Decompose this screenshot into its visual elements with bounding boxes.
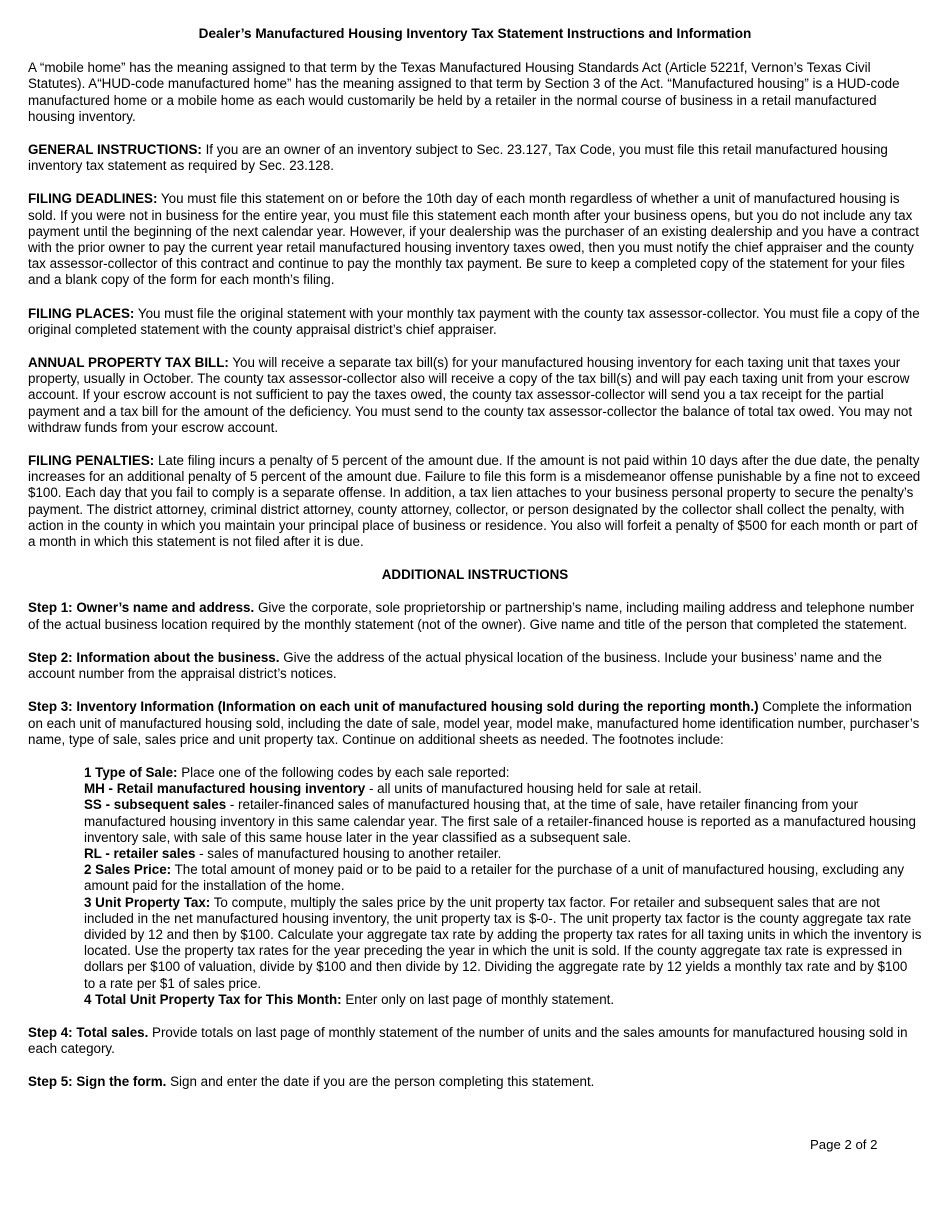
footnote-text: - all units of manufactured housing held for sale at retail. bbox=[365, 781, 702, 797]
step-heading: Step 5: Sign the form. bbox=[28, 1074, 167, 1090]
step-5 bbox=[28, 1074, 922, 1090]
section-text: You will receive a separate tax bill(s) for your manufactured housing inventory for each taxing unit that taxes your property, usually in October. The county tax assessor-collector also will receive a copy of the tax bill(s) and will pay each taxing unit from your escrow account. If your escrow account is not sufficient to pay the taxes owed, the county tax assessor-collector will send you a tax receipt for the partial payment and a tax bill for the amount of the deficiency. You must send to the county tax assessor-collector the balance of total tax owed. You may not withdraw funds from your escrow account. bbox=[28, 355, 913, 435]
footnote-ss bbox=[84, 797, 922, 846]
section-heading: GENERAL INSTRUCTIONS: bbox=[28, 142, 202, 158]
footnotes-block bbox=[28, 765, 922, 1008]
footnote-heading: SS - subsequent sales bbox=[84, 797, 227, 813]
section-heading: FILING DEADLINES: bbox=[28, 191, 158, 207]
footnote-sales-price bbox=[84, 862, 922, 894]
footnote-heading: MH - Retail manufactured housing inventory bbox=[84, 781, 366, 797]
step-text: Provide totals on last page of monthly statement of the number of units and the sales amounts for manufactured housing sold in each category. bbox=[28, 1024, 908, 1057]
step-2 bbox=[28, 650, 922, 682]
step-heading: Step 4: Total sales. bbox=[28, 1024, 149, 1040]
step-text: Give the address of the actual physical location of the business. Include your business’ name and the account number from the appraisal district’s notices. bbox=[28, 649, 882, 682]
footnote-text: Enter only on last page of monthly statement. bbox=[341, 991, 615, 1007]
annual-property-tax-bill bbox=[28, 355, 922, 436]
footnote-heading: RL - retailer sales bbox=[84, 845, 196, 861]
section-text: You must file this statement on or before the 10th day of each month regardless of whether a unit of manufactured housing is sold. If you were not in business for the entire year, you must file this statement each month after your business opens, but you do not include any tax payment until the beginning of the next calendar year. However, if your dealership was the purchaser of an existing dealership and you have a contract with the prior owner to pay the current year retail manufactured housing inventory taxes owed, then you must notify the chief appraiser and the county tax assessor-collector of this contract and continue to pay the monthly tax payment. Be sure to keep a completed copy of the statement for your files and a blank copy of the form for each month’s filing. bbox=[28, 191, 920, 288]
general-instructions bbox=[28, 142, 922, 174]
footnote-heading: 2 Sales Price: bbox=[84, 862, 172, 878]
footnote-type-of-sale bbox=[84, 765, 922, 781]
footnote-text: The total amount of money paid or to be paid to a retailer for the purchase of a unit of manufactured housing, excluding any amount paid for the installation of the home. bbox=[84, 862, 905, 894]
filing-penalties bbox=[28, 453, 922, 550]
document-page bbox=[28, 26, 922, 1108]
footnote-mh bbox=[84, 781, 922, 797]
step-text: Complete the information on each unit of manufactured housing sold, including the date of sale, model year, model make, manufactured home identification number, purchaser’s name, type of sale, sales price and unit property tax. Continue on additional sheets as needed. The footnotes include: bbox=[28, 699, 920, 747]
step-text: Sign and enter the date if you are the person completing this statement. bbox=[166, 1074, 595, 1090]
section-heading: FILING PLACES: bbox=[28, 305, 135, 321]
step-1 bbox=[28, 600, 922, 632]
filing-deadlines bbox=[28, 191, 922, 288]
footnote-text: - retailer-financed sales of manufactured housing that, at the time of sale, have retailer financing from your manufactured housing inventory in this same calendar year. The first sale of a retailer-financed house is reported as a manufactured housing inventory sale, with sale of this same house later in the year classified as a subsequent sale. bbox=[84, 797, 916, 845]
section-text: If you are an owner of an inventory subject to Sec. 23.127, Tax Code, you must file this retail manufactured housing inventory tax statement as required by Sec. 23.128. bbox=[28, 142, 888, 174]
step-heading: Step 3: Inventory Information (Information on each unit of manufactured housing sold during the reporting month.) bbox=[28, 699, 759, 715]
footnote-text: To compute, multiply the sales price by the unit property tax factor. For retailer and subsequent sales that are not included in the net manufactured housing inventory, the unit property tax is $-0-. The unit property tax factor is the county aggregate tax rate divided by 12 and then by $100. Calculate your aggregate tax rate by adding the property tax rates for all taxing units in which the inventory is located. Use the property tax rates for the year preceding the year in which the unit is sold. If the county aggregate tax rate is expressed in dollars per $100 of valuation, divide by $100 and then divide by 12. Dividing the aggregate rate by 12 yields a monthly tax rate and by $100 to a rate per $1 of sales price. bbox=[84, 894, 922, 991]
section-text: Late filing incurs a penalty of 5 percent of the amount due. If the amount is not paid within 10 days after the due date, the penalty increases for an additional penalty of 5 percent of the amount due. Failure to file this form is a misdemeanor offense punishable by a fine not to exceed $100. Each day that you fail to comply is a separate offense. In addition, a tax lien attaches to your business personal property to secure the penalty’s payment. The district attorney, criminal district attorney, county attorney, collector, or person designated by the collector shall collect the penalty, with action in the county in which you maintain your principal place of business or residence. You also will forfeit a penalty of $500 for each month or part of a month in which this statement is not filed after it is due. bbox=[28, 453, 921, 550]
section-heading: FILING PENALTIES: bbox=[28, 453, 155, 469]
intro-paragraph: A “mobile home” has the meaning assigned to that term by the Texas Manufactured Housing Standards Act (Article 5221f, Vernon’s Texas Civil Statutes). A“HUD-code manufactured home” has the meaning assigned to that term by Section 3 of the Act. “Manufactured housing” is a HUD-code manufactured home or a mobile home as each would customarily be held by a retailer in the normal course of business in a retail manufactured housing inventory. bbox=[28, 60, 900, 124]
footnote-total-unit-property-tax bbox=[84, 992, 922, 1008]
section-text: You must file the original statement with your monthly tax payment with the county tax assessor-collector. You must file a copy of the original completed statement with the county appraisal district’s chief appraiser. bbox=[28, 305, 920, 337]
footnote-heading: 1 Type of Sale: bbox=[84, 764, 178, 780]
footnote-text: - sales of manufactured housing to another retailer. bbox=[195, 845, 502, 861]
step-4 bbox=[28, 1025, 922, 1057]
filing-places bbox=[28, 306, 922, 338]
footnote-unit-property-tax bbox=[84, 895, 922, 992]
step-heading: Step 1: Owner’s name and address. bbox=[28, 600, 255, 616]
step-3 bbox=[28, 699, 922, 748]
page-number: Page 2 of 2 bbox=[810, 1137, 878, 1152]
additional-instructions-heading: ADDITIONAL INSTRUCTIONS bbox=[381, 567, 569, 583]
footnote-heading: 4 Total Unit Property Tax for This Month: bbox=[84, 991, 342, 1007]
step-text: Give the corporate, sole proprietorship or partnership’s name, including mailing address and telephone number of the actual business location required by the monthly statement (not of the owner). Give name and title of the person that completed the statement. bbox=[28, 600, 915, 632]
page-title: Dealer’s Manufactured Housing Inventory Tax Statement Instructions and Information bbox=[198, 26, 752, 41]
footnote-text: Place one of the following codes by each sale reported: bbox=[177, 764, 510, 780]
step-heading: Step 2: Information about the business. bbox=[28, 649, 280, 665]
section-heading: ANNUAL PROPERTY TAX BILL: bbox=[28, 355, 229, 371]
footnote-rl bbox=[84, 846, 922, 862]
footnote-heading: 3 Unit Property Tax: bbox=[84, 894, 211, 910]
